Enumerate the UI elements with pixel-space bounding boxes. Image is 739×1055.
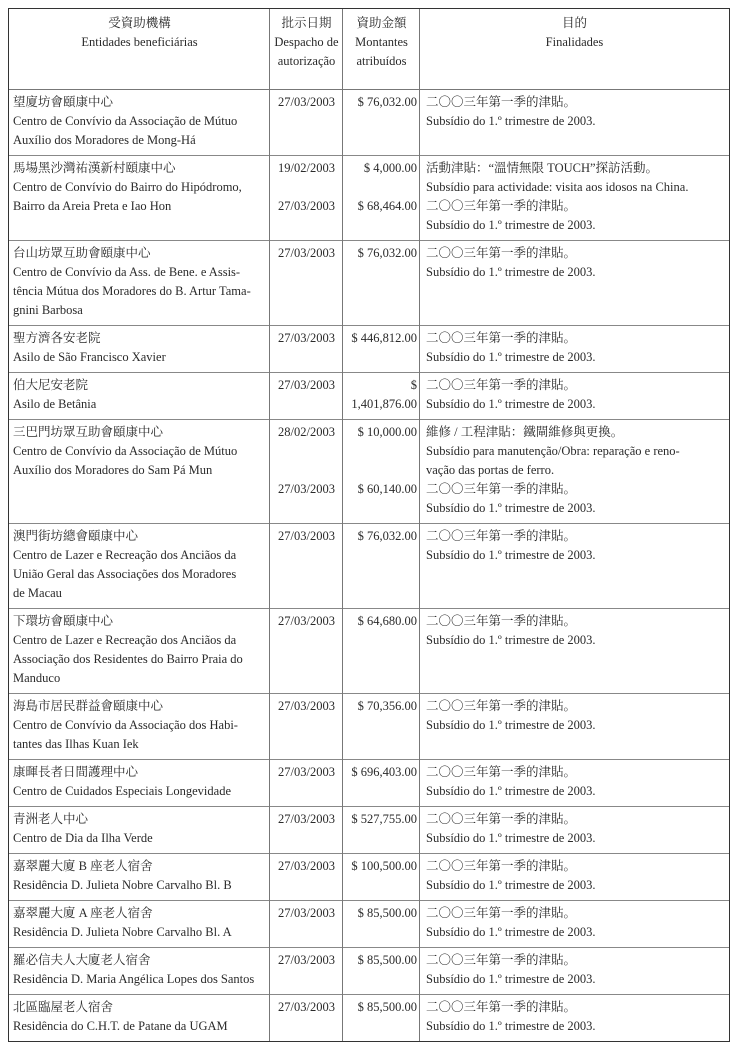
purpose-cell — [420, 159, 729, 197]
entity-name-line: 康暉長者日間護理中心 — [13, 765, 139, 779]
purpose-line: 二〇〇三年第一季的津貼。 — [426, 699, 577, 713]
purpose-cell — [420, 763, 729, 801]
entity-cell — [9, 857, 270, 895]
purpose-cell — [420, 857, 729, 895]
table-row — [9, 524, 729, 609]
authorization-date: 27/03/2003 — [278, 199, 335, 213]
table-row — [9, 854, 729, 901]
purpose-cell — [420, 527, 729, 603]
amount-awarded: $ 85,500.00 — [357, 953, 417, 967]
entity-name-line: Auxílio dos Moradores do Sam Pá Mun — [13, 463, 213, 477]
amount-awarded: $ 76,032.00 — [357, 529, 417, 543]
amount-awarded: $ 527,755.00 — [351, 812, 417, 826]
purpose-line: 二〇〇三年第一季的津貼。 — [426, 246, 577, 260]
entity-name-line: Centro de Cuidados Especiais Longevidade — [13, 784, 231, 798]
table-row — [9, 373, 729, 420]
authorization-date: 28/02/2003 — [278, 425, 335, 439]
table-row — [9, 807, 729, 854]
entity-name-line: 海島市居民群益會頤康中心 — [13, 699, 164, 713]
authorization-date: 27/03/2003 — [278, 95, 335, 109]
authorization-date: 27/03/2003 — [278, 699, 335, 713]
header-amount — [343, 9, 420, 89]
entity-name-line: Residência D. Julieta Nobre Carvalho Bl. B — [13, 878, 232, 892]
purpose-cell — [420, 612, 729, 688]
header-entities-pt: Entidades beneficiárias — [81, 35, 198, 49]
authorization-date: 27/03/2003 — [278, 614, 335, 628]
purpose-line: 二〇〇三年第一季的津貼。 — [426, 331, 577, 345]
column-divider — [419, 9, 420, 1041]
purpose-line: 活動津貼：“溫情無限 TOUCH”探訪活動。 — [426, 161, 659, 175]
purpose-line: Subsídio do 1.º trimestre de 2003. — [426, 925, 596, 939]
purpose-line: Subsídio do 1.º trimestre de 2003. — [426, 633, 596, 647]
entity-name-line: tência Mútua dos Moradores do B. Artur Tama- — [13, 284, 251, 298]
entity-cell — [9, 376, 270, 414]
header-date-zh: 批示日期 — [281, 16, 332, 30]
header-amount-zh: 資助金額 — [356, 16, 407, 30]
entity-cell — [9, 159, 270, 235]
entity-name-line: Asilo de São Francisco Xavier — [13, 350, 166, 364]
entity-name-line: Asilo de Betânia — [13, 397, 97, 411]
entity-name-line: 望廈坊會頤康中心 — [13, 95, 114, 109]
purpose-cell — [420, 998, 729, 1036]
purpose-line: Subsídio do 1.º trimestre de 2003. — [426, 397, 596, 411]
entity-name-line: 羅必信夫人大廈老人宿舍 — [13, 953, 151, 967]
entity-cell — [9, 763, 270, 801]
table-row — [9, 694, 729, 760]
purpose-line: 二〇〇三年第一季的津貼。 — [426, 378, 577, 392]
entity-cell — [9, 329, 270, 367]
entity-name-line: 嘉翠麗大廈 B 座老人宿舍 — [13, 859, 153, 873]
entity-name-line: tantes das Ilhas Kuan Iek — [13, 737, 139, 751]
table-row — [9, 609, 729, 694]
table-row — [9, 995, 729, 1041]
purpose-line: 二〇〇三年第一季的津貼。 — [426, 614, 577, 628]
header-date-pt2: autorização — [277, 54, 336, 68]
amount-awarded: $ 64,680.00 — [357, 614, 417, 628]
purpose-line: Subsídio para actividade: visita aos idosos na China. — [426, 180, 689, 194]
purpose-line: Subsídio do 1.º trimestre de 2003. — [426, 972, 596, 986]
entity-name-line: 三巴門坊眾互助會頤康中心 — [13, 425, 164, 439]
amount-awarded: $ 446,812.00 — [351, 331, 417, 345]
purpose-line: Subsídio do 1.º trimestre de 2003. — [426, 784, 596, 798]
entity-name-line: Associação dos Residentes do Bairro Praia do — [13, 652, 243, 666]
purpose-line: 二〇〇三年第一季的津貼。 — [426, 812, 577, 826]
table-row — [9, 760, 729, 807]
table-row — [9, 156, 729, 241]
entity-cell — [9, 527, 270, 603]
amount-awarded: $ 696,403.00 — [351, 765, 417, 779]
purpose-line: Subsídio do 1.º trimestre de 2003. — [426, 548, 596, 562]
entity-name-line: gnini Barbosa — [13, 303, 83, 317]
authorization-date: 27/03/2003 — [278, 1000, 335, 1014]
entity-name-line: Centro de Convívio da Associação de Mútuo — [13, 114, 238, 128]
purpose-line: 二〇〇三年第一季的津貼。 — [426, 765, 577, 779]
entity-name-line: 嘉翠麗大廈 A 座老人宿舍 — [13, 906, 153, 920]
entity-cell — [9, 423, 270, 518]
purpose-line: Subsídio do 1.º trimestre de 2003. — [426, 831, 596, 845]
amount-awarded: $ 76,032.00 — [357, 246, 417, 260]
entity-name-line: Auxílio dos Moradores de Mong-Há — [13, 133, 196, 147]
entity-name-line: União Geral das Associações dos Moradores — [13, 567, 237, 581]
purpose-cell — [420, 480, 729, 518]
amount-awarded: $ 76,032.00 — [357, 95, 417, 109]
entity-name-line: 聖方濟各安老院 — [13, 331, 101, 345]
amount-awarded: $ 10,000.00 — [357, 425, 417, 439]
entity-cell — [9, 612, 270, 688]
authorization-date: 27/03/2003 — [278, 482, 335, 496]
entity-name-line: Bairro da Areia Preta e Iao Hon — [13, 199, 172, 213]
header-purpose — [420, 9, 729, 89]
authorization-date: 27/03/2003 — [278, 859, 335, 873]
purpose-line: 二〇〇三年第一季的津貼。 — [426, 482, 577, 496]
authorization-date: 27/03/2003 — [278, 331, 335, 345]
purpose-cell — [420, 329, 729, 367]
authorization-date: 27/03/2003 — [278, 529, 335, 543]
amount-awarded: $ 4,000.00 — [363, 161, 417, 175]
purpose-line: Subsídio do 1.º trimestre de 2003. — [426, 350, 596, 364]
entity-name-line: Centro de Convívio da Ass. de Bene. e Assis- — [13, 265, 241, 279]
table-row — [9, 90, 729, 156]
purpose-line: 二〇〇三年第一季的津貼。 — [426, 199, 577, 213]
entity-cell — [9, 904, 270, 942]
entity-cell — [9, 998, 270, 1036]
authorization-date: 19/02/2003 — [278, 161, 335, 175]
entity-name-line: 青洲老人中心 — [13, 812, 89, 826]
entity-name-line: de Macau — [13, 586, 62, 600]
entity-name-line: Centro de Dia da Ilha Verde — [13, 831, 153, 845]
table-body — [9, 90, 729, 1041]
header-purpose-zh: 目的 — [561, 16, 587, 30]
purpose-line: 二〇〇三年第一季的津貼。 — [426, 529, 577, 543]
entity-name-line: 伯大尼安老院 — [13, 378, 89, 392]
amount-awarded: $ 60,140.00 — [357, 482, 417, 496]
purpose-line: Subsídio do 1.º trimestre de 2003. — [426, 218, 596, 232]
purpose-line: Subsídio do 1.º trimestre de 2003. — [426, 501, 596, 515]
purpose-cell — [420, 951, 729, 989]
entity-name-line: 澳門街坊總會頤康中心 — [13, 529, 139, 543]
entity-name-line: 台山坊眾互助會頤康中心 — [13, 246, 151, 260]
purpose-line: 二〇〇三年第一季的津貼。 — [426, 953, 577, 967]
authorization-date: 27/03/2003 — [278, 378, 335, 392]
column-divider — [269, 9, 270, 1041]
purpose-line: Subsídio do 1.º trimestre de 2003. — [426, 265, 596, 279]
amount-awarded: $ 85,500.00 — [357, 1000, 417, 1014]
purpose-cell — [420, 904, 729, 942]
amount-awarded: $ 68,464.00 — [357, 199, 417, 213]
entity-name-line: Centro de Convívio da Associação de Mútuo — [13, 444, 238, 458]
authorization-date: 27/03/2003 — [278, 765, 335, 779]
header-amount-pt2: atribuídos — [356, 54, 407, 68]
entity-name-line: Centro de Lazer e Recreação dos Anciãos da — [13, 633, 237, 647]
entity-name-line: Residência D. Maria Angélica Lopes dos Santos — [13, 972, 255, 986]
purpose-cell — [420, 197, 729, 235]
amount-awarded: $ 100,500.00 — [351, 859, 417, 873]
entity-name-line: Centro de Lazer e Recreação dos Anciãos da — [13, 548, 237, 562]
subsidy-table — [8, 8, 730, 1042]
purpose-line: 二〇〇三年第一季的津貼。 — [426, 95, 577, 109]
table-row — [9, 901, 729, 948]
entity-name-line: Residência do C.H.T. de Patane da UGAM — [13, 1019, 228, 1033]
purpose-cell — [420, 697, 729, 754]
purpose-line: 二〇〇三年第一季的津貼。 — [426, 906, 577, 920]
entity-cell — [9, 244, 270, 320]
entity-cell — [9, 93, 270, 150]
table-row — [9, 948, 729, 995]
entity-name-line: Manduco — [13, 671, 61, 685]
header-amount-pt1: Montantes — [355, 35, 408, 49]
purpose-line: Subsídio do 1.º trimestre de 2003. — [426, 1019, 596, 1033]
amount-awarded: $ 1,401,876.00 — [351, 378, 417, 411]
header-purpose-pt: Finalidades — [545, 35, 604, 49]
purpose-cell — [420, 810, 729, 848]
table-header — [9, 9, 729, 90]
purpose-cell — [420, 93, 729, 150]
entity-name-line: 下環坊會頤康中心 — [13, 614, 114, 628]
entity-name-line: Centro de Convívio do Bairro do Hipódromo, — [13, 180, 242, 194]
entity-name-line: 馬場黑沙灣祐漢新村頤康中心 — [13, 161, 176, 175]
purpose-cell — [420, 244, 729, 320]
table-row — [9, 241, 729, 326]
purpose-cell — [420, 376, 729, 414]
header-entities-zh: 受資助機構 — [108, 16, 171, 30]
purpose-line: Subsídio do 1.º trimestre de 2003. — [426, 114, 596, 128]
entity-cell — [9, 697, 270, 754]
authorization-date: 27/03/2003 — [278, 953, 335, 967]
entity-name-line: 北區臨屋老人宿舍 — [13, 1000, 114, 1014]
amount-awarded: $ 70,356.00 — [357, 699, 417, 713]
purpose-line: vação das portas de ferro. — [426, 463, 555, 477]
entity-cell — [9, 951, 270, 989]
purpose-line: Subsídio do 1.º trimestre de 2003. — [426, 718, 596, 732]
authorization-date: 27/03/2003 — [278, 812, 335, 826]
table-row — [9, 420, 729, 524]
purpose-line: Subsídio do 1.º trimestre de 2003. — [426, 878, 596, 892]
purpose-line: 二〇〇三年第一季的津貼。 — [426, 859, 577, 873]
header-date — [270, 9, 343, 89]
entity-name-line: Residência D. Julieta Nobre Carvalho Bl. A — [13, 925, 232, 939]
purpose-line: 維修 / 工程津貼：鐵閘維修與更換。 — [426, 425, 624, 439]
entity-cell — [9, 810, 270, 848]
header-date-pt1: Despacho de — [274, 35, 339, 49]
table-row — [9, 326, 729, 373]
header-entities — [9, 9, 270, 89]
purpose-line: 二〇〇三年第一季的津貼。 — [426, 1000, 577, 1014]
purpose-cell — [420, 423, 729, 480]
entity-name-line: Centro de Convívio da Associação dos Habi- — [13, 718, 238, 732]
amount-awarded: $ 85,500.00 — [357, 906, 417, 920]
authorization-date: 27/03/2003 — [278, 906, 335, 920]
purpose-line: Subsídio para manutenção/Obra: reparação e reno- — [426, 444, 680, 458]
column-divider — [342, 9, 343, 1041]
authorization-date: 27/03/2003 — [278, 246, 335, 260]
